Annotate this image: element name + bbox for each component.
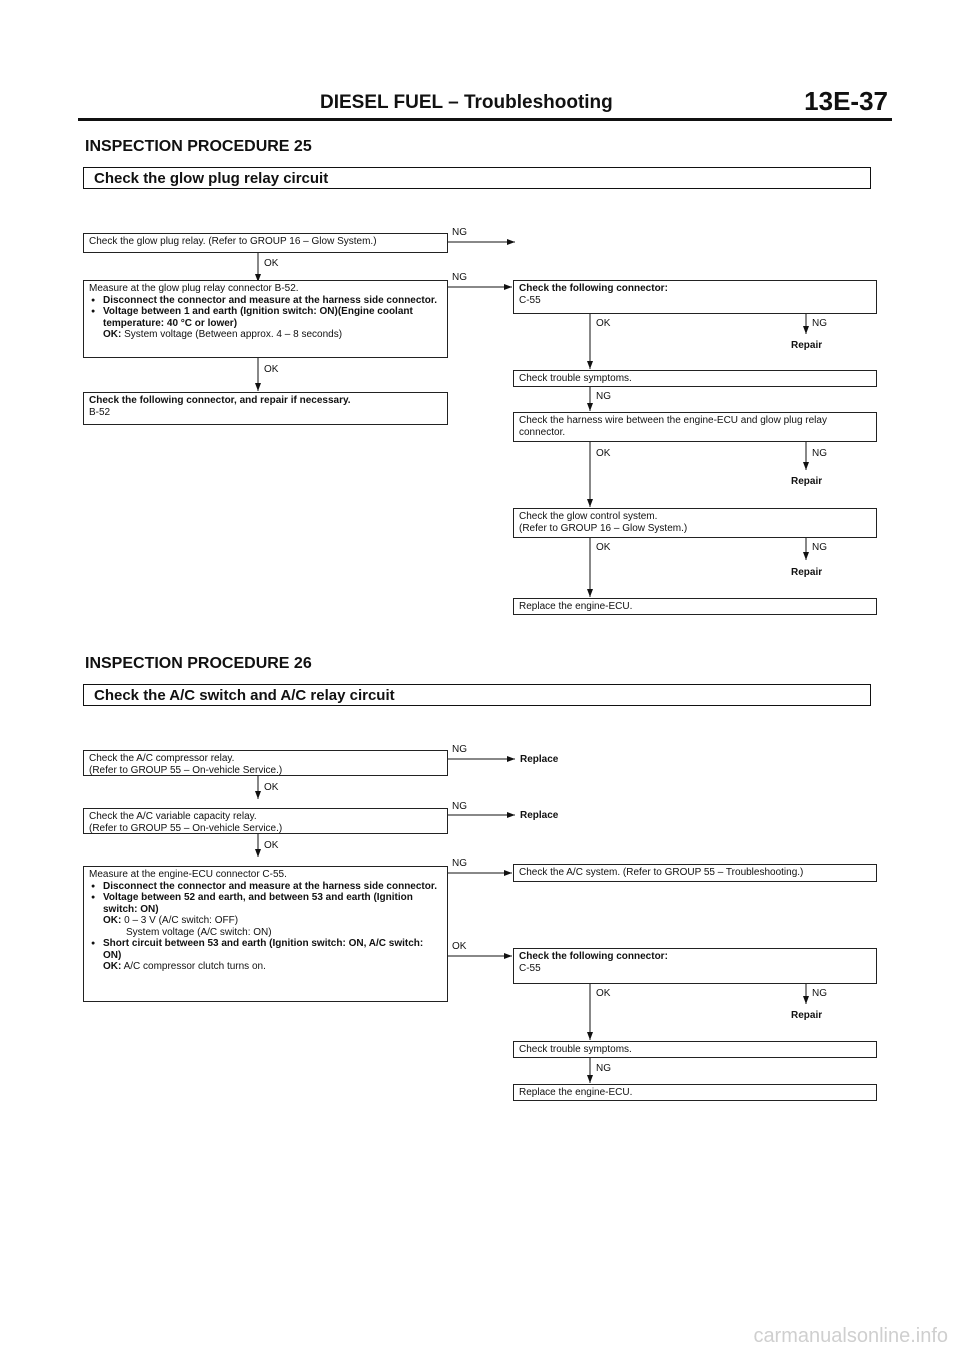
p25-r3-repair: Repair	[791, 476, 823, 487]
p26-s2-line2: (Refer to GROUP 55 – On-vehicle Service.)	[89, 822, 283, 834]
p26-r3-text: Check trouble symptoms.	[519, 1044, 632, 1055]
procedure-26-title: Check the A/C switch and A/C relay circuit	[83, 684, 871, 706]
p26-s1-line1: Check the A/C compressor relay.	[89, 753, 235, 764]
p25-step2-ok-label: OK	[264, 364, 279, 375]
page-number: 13E-37	[804, 86, 888, 116]
p26-r4-box	[513, 1084, 877, 1101]
p26-s1-box	[83, 750, 448, 776]
p25-step2-ok-key: OK:	[103, 329, 122, 340]
p26-r2-title: Check the following connector:	[519, 951, 668, 962]
p26-s3-bullet-1: ● Disconnect the connector and measure at the harness side connector.	[89, 881, 442, 893]
p26-r4-text: Replace the engine-ECU.	[519, 1087, 633, 1098]
p25-step1-ok-label: OK	[264, 258, 279, 269]
p26-r1-text: Check the A/C system. (Refer to GROUP 55 – Troubleshooting.)	[519, 867, 804, 878]
p26-s3-bullet-2: ● Voltage between 52 and earth, and between 53 and earth (Ignition switch: ON)	[89, 892, 442, 915]
p25-step2-ok-value: System voltage (Between approx. 4 – 8 seconds)	[124, 329, 343, 340]
p25-step1-box	[83, 233, 448, 253]
footer-watermark: carmanualsonline.info	[753, 1325, 948, 1347]
p25-r3-box	[513, 412, 877, 442]
p25-r1-code: C-55	[519, 294, 541, 306]
p25-step3-title: Check the following connector, and repair if necessary.	[89, 395, 351, 406]
p25-r2-text: Check trouble symptoms.	[519, 373, 632, 384]
p26-s2-ok-label: OK	[264, 840, 279, 851]
p25-r3-text: Check the harness wire between the engine-ECU and glow plug relay connector.	[519, 415, 827, 438]
p26-s3-intro: Measure at the engine-ECU connector C-55.	[89, 869, 287, 880]
p25-step2-ng-label: NG	[452, 272, 467, 283]
procedure-26-heading: INSPECTION PROCEDURE 26	[85, 655, 312, 672]
p25-r1-ok-label: OK	[596, 318, 611, 329]
p26-s3-ok-label: OK	[452, 941, 467, 952]
p25-r4-box	[513, 508, 877, 538]
p26-r2-box	[513, 948, 877, 984]
p26-s2-box	[83, 808, 448, 834]
p25-r2-box	[513, 370, 877, 387]
page-header-title: DIESEL FUEL – Troubleshooting	[320, 92, 613, 113]
p26-r1-box	[513, 864, 877, 882]
p26-s2-action: Replace	[520, 810, 559, 821]
p26-s3-ok-value-1: 0 – 3 V (A/C switch: OFF)	[124, 915, 239, 926]
p25-r1-repair: Repair	[791, 340, 823, 351]
procedure-25-heading: INSPECTION PROCEDURE 25	[85, 138, 312, 155]
p25-r4-ok-label: OK	[596, 542, 611, 553]
p25-r1-box	[513, 280, 877, 314]
p26-s3-bullet-3: ● Short circuit between 53 and earth (Ignition switch: ON, A/C switch: ON)	[89, 938, 442, 961]
p26-s1-ok-label: OK	[264, 782, 279, 793]
p25-step1-text: Check the glow plug relay. (Refer to GROUP 16 – Glow System.)	[89, 236, 377, 247]
p25-r4-line1: Check the glow control system.	[519, 511, 658, 522]
p25-r4-ng-label: NG	[812, 542, 827, 553]
p26-r2-repair: Repair	[791, 1010, 823, 1021]
p26-s2-ng-label: NG	[452, 801, 467, 812]
p26-s3-ok-key-2: OK:	[103, 961, 122, 972]
procedure-25-title: Check the glow plug relay circuit	[83, 167, 871, 189]
p25-step2-bullet-2: ● Voltage between 1 and earth (Ignition switch: ON)(Engine coolant temperature: 40 °C or lower)	[89, 306, 442, 329]
p25-step3-code: B-52	[89, 406, 111, 418]
p25-r3-ng-label: NG	[812, 448, 827, 459]
p26-s2-line1: Check the A/C variable capacity relay.	[89, 811, 257, 822]
p25-r1-ng-label: NG	[812, 318, 827, 329]
p25-r4-repair: Repair	[791, 567, 823, 578]
p26-s3-box	[83, 866, 448, 1002]
p25-r5-box	[513, 598, 877, 615]
p26-r2-code: C-55	[519, 962, 541, 974]
p26-r2-ok-label: OK	[596, 988, 611, 999]
p26-r3-ng-label: NG	[596, 1063, 611, 1074]
p26-r2-ng-label: NG	[812, 988, 827, 999]
p25-r2-ng-label: NG	[596, 391, 611, 402]
p26-r3-box	[513, 1041, 877, 1058]
p26-s3-ok-value-2: System voltage (A/C switch: ON)	[126, 926, 272, 938]
p25-step2-bullet-1: ● Disconnect the connector and measure at the harness side connector.	[89, 295, 442, 307]
p26-s3-ok-key-1: OK:	[103, 915, 122, 926]
p25-r1-title: Check the following connector:	[519, 283, 668, 294]
p25-r3-ok-label: OK	[596, 448, 611, 459]
p25-step3-box	[83, 392, 448, 425]
p25-step2-intro: Measure at the glow plug relay connector B-52.	[89, 283, 299, 294]
p25-step2-box	[83, 280, 448, 358]
p26-s1-line2: (Refer to GROUP 55 – On-vehicle Service.)	[89, 764, 283, 776]
p26-s3-ok-value-3: A/C compressor clutch turns on.	[123, 961, 266, 972]
p25-r5-text: Replace the engine-ECU.	[519, 601, 633, 612]
p25-step1-ng-label: NG	[452, 227, 467, 238]
p26-s3-ng-label: NG	[452, 858, 467, 869]
p25-r4-line2: (Refer to GROUP 16 – Glow System.)	[519, 522, 688, 534]
p26-s1-ng-label: NG	[452, 744, 467, 755]
p26-s1-action: Replace	[520, 754, 559, 765]
